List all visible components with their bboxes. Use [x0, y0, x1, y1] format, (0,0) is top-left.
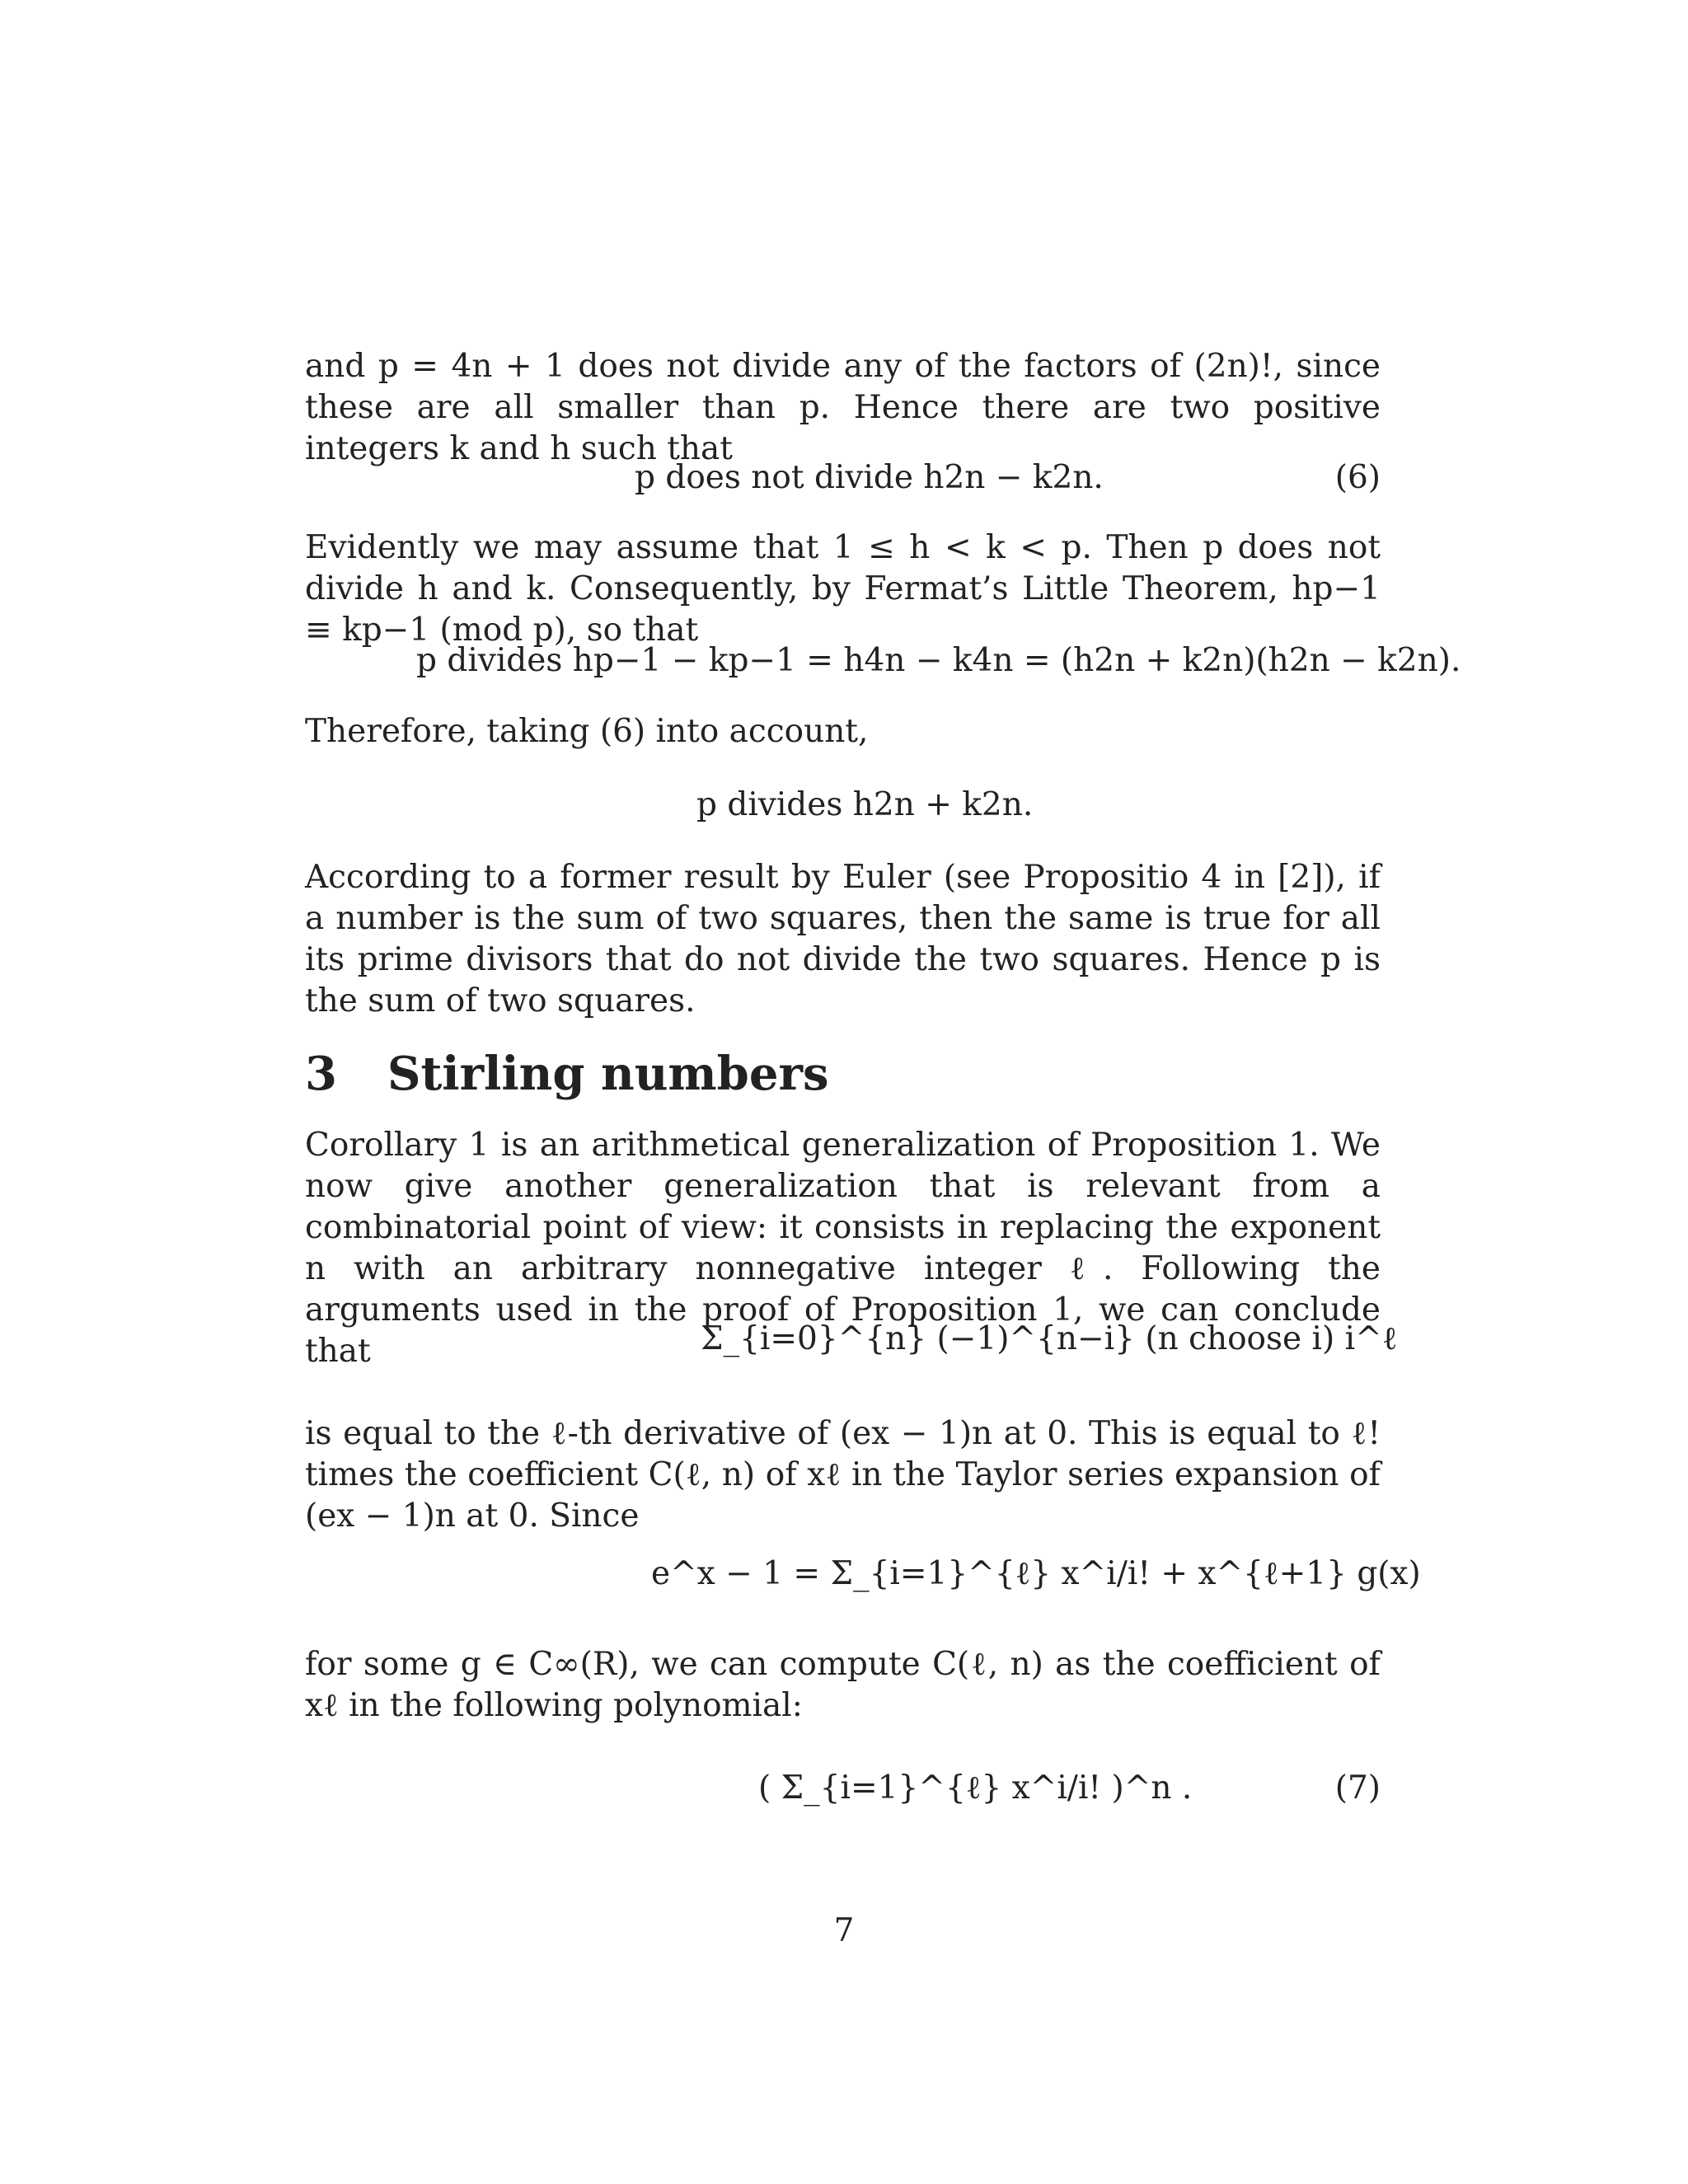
paragraph-2 — [305, 527, 1381, 651]
section-title: Stirling numbers — [387, 1047, 829, 1101]
paragraph-7-text: for some g ∈ C∞(R), we can compute C(ℓ, n) as the coefficient of xℓ in the following polynomial: — [305, 1646, 1381, 1724]
paragraph-7 — [305, 1644, 1381, 1727]
equation-7-text: ( Σ_{i=1}^{ℓ} x^i/i! )^n . — [758, 1769, 1193, 1807]
section-heading — [305, 1045, 829, 1103]
equation-taylor-text: e^x − 1 = Σ_{i=1}^{ℓ} x^i/i! + x^{ℓ+1} g(x) — [651, 1555, 1421, 1592]
equation-divides-text: p divides h2n + k2n. — [696, 786, 1034, 823]
equation-fermat — [416, 640, 1461, 682]
equation-divides — [696, 785, 1033, 826]
paragraph-3 — [305, 711, 1381, 752]
equation-6 — [635, 457, 1104, 499]
section-number: 3 — [305, 1047, 337, 1101]
equation-6-text: p does not divide h2n − k2n. — [635, 459, 1104, 496]
paragraph-6 — [305, 1413, 1381, 1537]
paragraph-1-text: and p = 4n + 1 does not divide any of the factors of (2n)!, since these are all smaller than p. Hence there are two positive integers k and h such that — [305, 348, 1381, 467]
equation-sum-text: Σ_{i=0}^{n} (−1)^{n−i} (n choose i) i^ℓ — [701, 1320, 1398, 1357]
equation-6-number: (6) — [1334, 459, 1381, 496]
paragraph-4-text: According to a former result by Euler (see Propositio 4 in [2]), if a number is the sum of two squares, then the same is true for all its prime divisors that do not divide the two squares. Hence p is the sum of two squares. — [305, 859, 1381, 1019]
equation-7-number: (7) — [1334, 1769, 1381, 1807]
paragraph-2-text: Evidently we may assume that 1 ≤ h < k < p. Then p does not divide h and k. Consequently, by Fermat’s Little Theorem, hp−1 ≡ kp−1 (mod p), so that — [305, 529, 1381, 649]
page-number: 7 — [833, 1912, 855, 1949]
paragraph-1 — [305, 346, 1381, 470]
paragraph-3-text: Therefore, taking (6) into account, — [305, 713, 869, 750]
paragraph-6-text: is equal to the ℓ-th derivative of (ex − 1)n at 0. This is equal to ℓ! times the coefficient C(ℓ, n) of xℓ in the Taylor series expansion of (ex − 1)n at 0. Since — [305, 1415, 1381, 1535]
paragraph-4 — [305, 857, 1381, 1022]
paragraph-5-text: Corollary 1 is an arithmetical generalization of Proposition 1. We now give another generalization that is relevant from a combinatorial point of view: it consists in replacing the exponent n with an arbitrary nonnegative integer ℓ. Following the arguments used in the proof of Proposition 1, we can conclude that — [305, 1127, 1381, 1370]
equation-7 — [758, 1768, 1192, 1809]
equation-fermat-text: p divides hp−1 − kp−1 = h4n − k4n = (h2n + k2n)(h2n − k2n). — [416, 642, 1461, 679]
equation-sum — [701, 1319, 1397, 1360]
equation-taylor — [651, 1554, 1421, 1595]
